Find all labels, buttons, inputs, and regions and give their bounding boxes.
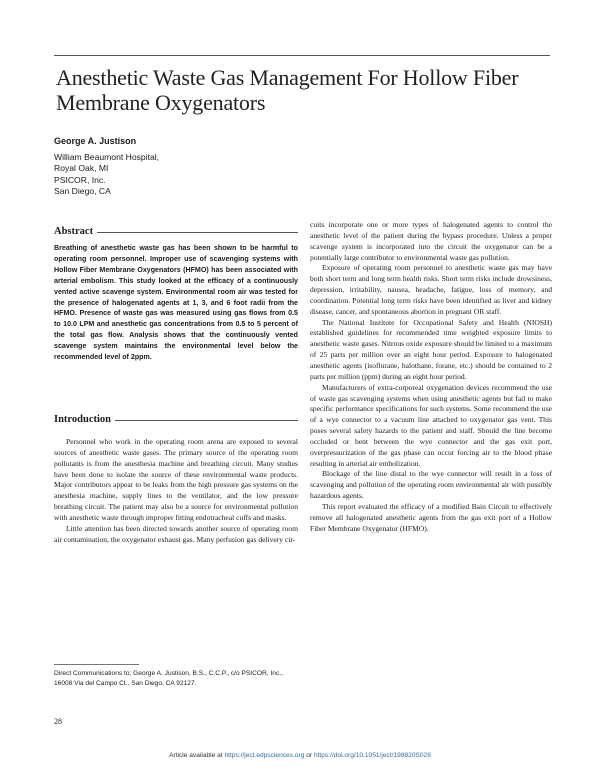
paragraph: cuits incorporate one or more types of halogenated agents to control the anesthetic level of the patient during the bypass procedure. Unless a proper scavenge system is incorporated into the circuit the oxygenator can be a potentially large contributor to environmental waste gas pollution. — [310, 220, 552, 262]
download-prefix: Article available at — [169, 752, 223, 759]
paragraph: Personnel who work in the operating room arena are exposed to several sources of anesthetic waste gases. The primary source of the operating room pollutants is from the anesthesia machine and breathing circuit. Many studies have been done to isolate the source of these environmental waste products. Major contributors appear to be leaks from the high pressure gas systems on the anesthesia machine, supply lines to the ventilator, and the low pressure breathing circuit. The patient may also be a source for environmental pollution with anesthetic waste through improper fitting endotracheal cuffs and masks. — [54, 437, 298, 522]
footnote-rule — [54, 664, 139, 665]
affiliation-line: PSICOR, Inc. — [54, 174, 106, 185]
author-block — [54, 135, 314, 197]
paragraph: Little attention has been directed towards another source of operating room air contamination, the oxygenator exhaust gas. Many perfusion gas delivery cir- — [54, 523, 298, 544]
title-top-rule — [54, 55, 550, 56]
page-number: 28 — [54, 717, 62, 726]
correspondence-footnote: Direct Communications to: George A. Justison, B.S., C.C.P., c/o PSICOR, Inc., 16008 Via del Campo Ct., San Diego, CA 92127. — [54, 670, 283, 687]
paragraph: The National Institute for Occupational Safety and Health (NIOSH) established guidelines for recommended time weighted exposure limits to anesthetic waste gases. Nitrous oxide exposure should be limited to a maximum of 25 parts per million over an eight hour period. Exposure to halogenated anesthetic agents (isoflurane, halothane, forane, etc.) should be contained to 2 parts per million (ppm) during an eight hour period. — [310, 317, 552, 381]
affiliation-line: William Beaumont Hospital, — [54, 152, 160, 162]
affiliation-line: Royal Oak, MI — [54, 163, 109, 174]
author-name: George A. Justison — [54, 136, 137, 146]
article-title: Anesthetic Waste Gas Management For Hollow Fiber Membrane Oxygenators — [56, 65, 519, 115]
journal-site-link[interactable]: https://ject.edpsciences.org — [224, 752, 305, 759]
left-column-body — [54, 437, 298, 545]
right-column-body — [310, 220, 552, 534]
paragraph: This report evaluated the efficacy of a modified Bain Circuit to effectively remove all halogenated anesthetic agents from the gas exit port of a Hollow Fiber Membrane Oxygenator (HFMO). — [310, 501, 552, 533]
doi-link[interactable]: https://doi.org/10.1051/ject/198820S028 — [313, 752, 431, 759]
download-or: or — [306, 752, 313, 759]
paragraph: Manufacturers of extra-corporeal oxygenation devices recommend the use of waste gas scavenging systems when using anesthetic agents but fail to make specific performance specifications for such systems. Some recommend the use of a wye connector to a vacuum line attached to oxygenator gas vent. This poses several safety hazards to the patient and staff. Should the line become occluded or bent between the wye connector and the gas exit port, overpressurization of the gas phase can occur forcing air to the blood phase resulting in arterial air embolization. — [310, 382, 552, 468]
abstract-heading: Abstract — [54, 225, 97, 238]
introduction-heading: Introduction — [54, 413, 115, 426]
paragraph: Exposure of operating room personnel to anesthetic waste gas may have both short term and long term health risks. Short term risks include drowsiness, depression, irritability, nausea, headache, fatigue, loss of memory, and coordination. Potential long term risks have been identified as liver and kidney disease, cancer, and spontaneous abortion in pregnant OR staff. — [310, 263, 552, 316]
download-footer — [0, 752, 600, 759]
affiliation-line: San Diego, CA — [54, 185, 111, 196]
paragraph: Blockage of the line distal to the wye connector will result in a loss of scavenging and pollution of the operating room environmental air with possibly hazardous agents. — [310, 469, 552, 501]
abstract-text: Breathing of anesthetic waste gas has been shown to be harmful to operating room personnel. Improper use of scavenging systems with Hollow Fiber Membrane Oxygenators (HFMO) has been associated with arterial embolism. This study looked at the efficacy of a continuously vented active scavenge system. Environmental room air was tested for the presence of halogenated agents at 1, 3, and 6 foot radii from the HFMO. Presence of waste gas was measured using gas flows from 0.5 to 10.0 LPM and anesthetic gas concentrations from 0.5 to 5 percent of the total gas flow. Analysis shows that the continuously vented scavenge system maintains the environmental level below the recommended level of 2ppm. — [54, 244, 298, 362]
